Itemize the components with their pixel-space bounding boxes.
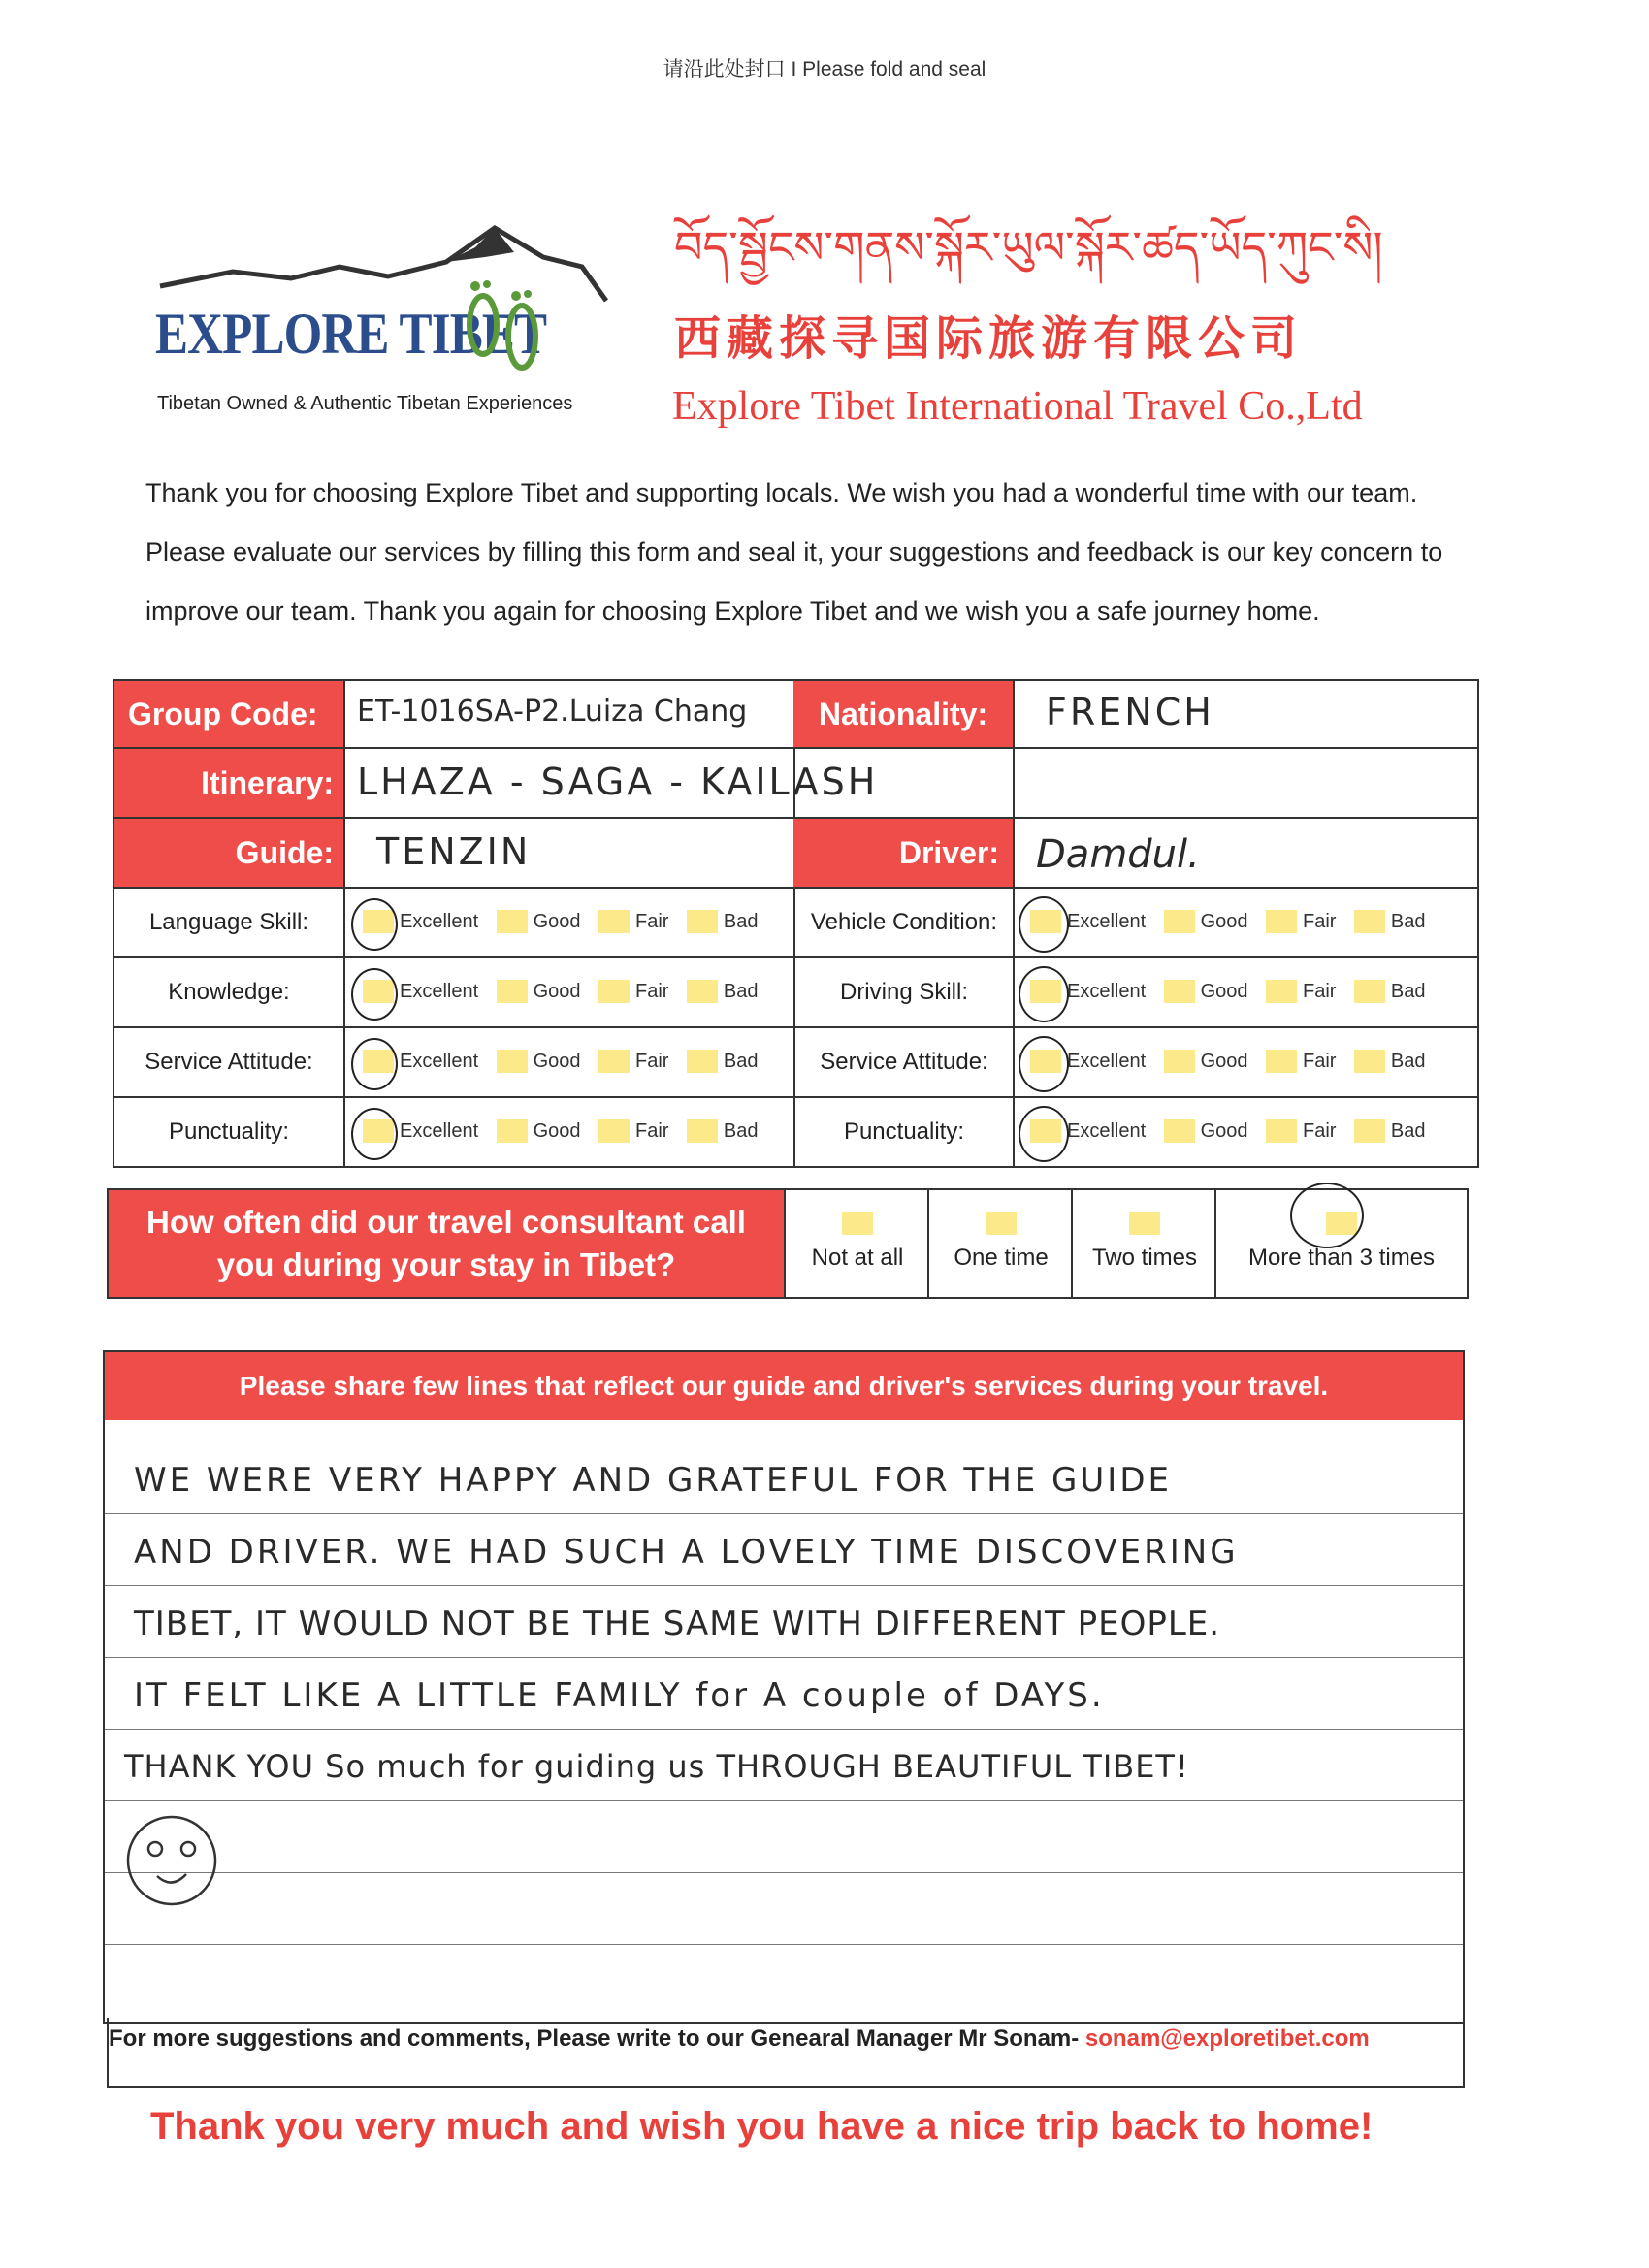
rating-option[interactable]: Good — [497, 980, 581, 1003]
selection-circle-icon — [351, 1108, 398, 1160]
rating-option[interactable]: Bad — [687, 1050, 759, 1073]
selection-circle-icon — [1018, 966, 1069, 1022]
rating-option[interactable]: Good — [497, 910, 581, 933]
rating-option[interactable]: Excellent — [1030, 980, 1146, 1003]
driver-rating-options — [1030, 910, 1439, 938]
rating-option[interactable]: Fair — [598, 1119, 668, 1143]
rating-option[interactable]: Excellent — [363, 910, 478, 933]
consultant-option[interactable]: One time — [927, 1190, 1073, 1297]
guide-rating-options — [363, 1050, 772, 1078]
checkbox-icon — [1354, 980, 1385, 1003]
rating-option[interactable]: Good — [1164, 980, 1248, 1003]
rating-option[interactable]: Bad — [1354, 1050, 1426, 1073]
consultant-question: How often did our travel consultant call you during your stay in Tibet? — [109, 1190, 784, 1297]
checkbox-icon — [1266, 1119, 1297, 1143]
driver-rating-options — [1030, 980, 1439, 1008]
consultant-option-selected[interactable]: More than 3 times — [1214, 1190, 1467, 1297]
rating-option[interactable]: Excellent — [363, 980, 478, 1003]
nationality-label: Nationality: — [793, 681, 1013, 747]
checkbox-icon — [1266, 1050, 1297, 1073]
company-name-english: Explore Tibet International Travel Co.,Ltd — [672, 384, 1363, 429]
rating-option[interactable]: Bad — [1354, 980, 1426, 1003]
feedback-line[interactable]: WE WERE VERY HAPPY AND GRATEFUL FOR THE GUIDE — [134, 1461, 1172, 1500]
rating-option[interactable]: Excellent — [1030, 1050, 1146, 1073]
checkbox-icon — [497, 1119, 528, 1143]
selection-circle-icon — [1018, 1106, 1069, 1162]
checkbox-icon — [1164, 910, 1195, 933]
rating-option[interactable]: Good — [1164, 1050, 1248, 1073]
checkbox-icon — [598, 1119, 630, 1143]
footer-note-box — [107, 2018, 1465, 2088]
driver-rating-label: Service Attitude: — [820, 1049, 988, 1075]
checkbox-icon — [1354, 1119, 1385, 1143]
guide-rating-label: Language Skill: — [148, 909, 309, 935]
rating-option[interactable]: Fair — [598, 910, 668, 933]
brand-tagline: Tibetan Owned & Authentic Tibetan Experiences — [157, 393, 573, 414]
rating-option[interactable]: Excellent — [1030, 1119, 1146, 1143]
checkbox-icon — [1164, 1119, 1195, 1143]
guide-value[interactable]: TENZIN — [376, 830, 532, 873]
feedback-line[interactable]: TIBET, IT WOULD NOT BE THE SAME WITH DIFFERENT PEOPLE. — [134, 1604, 1221, 1643]
rating-option[interactable]: Excellent — [363, 1119, 478, 1143]
company-name-tibetan: བོད་སྦྱོངས་གནས་སྐོར་ཡུལ་སྐོར་ཚད་ཡོད་ཀུང་སི། — [674, 221, 1383, 274]
rating-option[interactable]: Fair — [598, 1050, 668, 1073]
consultant-option[interactable]: Two times — [1071, 1190, 1216, 1297]
brand-logo-text: EXPLORE TIBET — [155, 302, 547, 366]
consultant-question-box — [107, 1188, 1469, 1299]
driver-value[interactable]: Damdul. — [1036, 832, 1200, 877]
checkbox-icon — [1164, 980, 1195, 1003]
rating-option[interactable]: Good — [497, 1119, 581, 1143]
rating-option[interactable]: Bad — [1354, 910, 1426, 933]
footprint-icon — [456, 276, 553, 383]
guide-rating-options — [363, 1119, 772, 1148]
driver-rating-label: Driving Skill: — [839, 979, 969, 1005]
checkbox-icon — [1354, 910, 1385, 933]
checkbox-icon — [687, 980, 718, 1003]
driver-rating-options — [1030, 1050, 1439, 1078]
group-code-value[interactable]: ET-1016SA-P2.Luiza Chang — [357, 695, 748, 729]
consultant-option[interactable]: Not at all — [784, 1190, 929, 1297]
itinerary-value[interactable]: LHAZA - SAGA - KAILASH — [357, 761, 879, 803]
checkbox-icon — [687, 1119, 718, 1143]
driver-rating-label: Vehicle Condition: — [810, 909, 998, 935]
rating-option[interactable]: Fair — [598, 980, 668, 1003]
feedback-line[interactable]: IT FELT LIKE A LITTLE FAMILY for A couple of DAYS. — [134, 1676, 1105, 1715]
rating-option[interactable]: Fair — [1266, 980, 1336, 1003]
feedback-line[interactable]: THANK YOU So much for guiding us THROUGH BEAUTIFUL TIBET! — [124, 1748, 1189, 1785]
info-table — [113, 679, 1479, 1168]
driver-rating-label: Punctuality: — [843, 1118, 965, 1145]
rating-option[interactable]: Good — [1164, 1119, 1248, 1143]
checkbox-icon — [598, 1050, 630, 1073]
rating-option[interactable]: Fair — [1266, 1119, 1336, 1143]
driver-label: Driver: — [793, 819, 1013, 887]
feedback-box — [103, 1350, 1465, 2024]
checkbox-icon — [986, 1212, 1017, 1235]
company-name-chinese: 西藏探寻国际旅游有限公司 — [674, 311, 1304, 366]
checkbox-icon — [687, 1050, 718, 1073]
intro-text: Thank you for choosing Explore Tibet and supporting locals. We wish you had a wonderful time with our team. Please evaluate our services by filling this form and seal it, your suggestions and feedback is our key concern to improve our team. Thank you again for choosing Explore Tibet and we wish you a safe journey home. — [146, 478, 1443, 626]
guide-rating-label: Service Attitude: — [145, 1049, 313, 1075]
checkbox-icon — [1354, 1050, 1385, 1073]
selection-circle-icon — [351, 968, 398, 1021]
group-code-label: Group Code: — [114, 681, 343, 747]
driver-rating-options — [1030, 1119, 1439, 1148]
manager-email-link[interactable]: sonam@exploretibet.com — [1084, 2025, 1370, 2052]
guide-rating-options — [363, 910, 772, 938]
checkbox-icon — [497, 980, 528, 1003]
selection-circle-icon — [1018, 896, 1069, 953]
selection-circle-icon — [1018, 1036, 1069, 1092]
smiley-face-icon — [118, 1812, 225, 1909]
rating-option[interactable]: Good — [497, 1050, 581, 1073]
checkbox-icon — [1266, 980, 1297, 1003]
rating-option[interactable]: Bad — [687, 980, 759, 1003]
feedback-heading: Please share few lines that reflect our guide and driver's services during your travel. — [105, 1352, 1463, 1420]
footer-note: For more suggestions and comments, Please write to our Genearal Manager Mr Sonam- sonam@exploretibet.com — [109, 2025, 1370, 2052]
guide-rating-label: Knowledge: — [168, 979, 290, 1005]
checkbox-icon — [598, 910, 630, 933]
checkbox-icon — [842, 1212, 873, 1235]
feedback-line[interactable]: AND DRIVER. WE HAD SUCH A LOVELY TIME DISCOVERING — [134, 1533, 1239, 1571]
rating-option[interactable]: Excellent — [1030, 910, 1146, 933]
selection-circle-icon — [351, 1038, 398, 1090]
closing-message: Thank you very much and wish you have a nice trip back to home! — [150, 2105, 1374, 2148]
rating-option[interactable]: Fair — [1266, 910, 1336, 933]
checkbox-icon — [1266, 910, 1297, 933]
checkbox-icon — [497, 910, 528, 933]
checkbox-icon — [497, 1050, 528, 1073]
selection-circle-icon — [1290, 1183, 1364, 1248]
rating-option[interactable]: Bad — [1354, 1119, 1426, 1143]
checkbox-icon — [687, 910, 718, 933]
checkbox-icon — [1164, 1050, 1195, 1073]
fold-instruction: 请沿此处封口 I Please fold and seal — [663, 58, 986, 81]
rating-option[interactable]: Excellent — [363, 1050, 478, 1073]
guide-rating-options — [363, 980, 772, 1008]
rating-option[interactable]: Good — [1164, 910, 1248, 933]
guide-rating-label: Punctuality: — [168, 1118, 290, 1145]
rating-option[interactable]: Fair — [1266, 1050, 1336, 1073]
rating-option[interactable]: Bad — [687, 910, 759, 933]
rating-option[interactable]: Bad — [687, 1119, 759, 1143]
checkbox-icon — [598, 980, 630, 1003]
checkbox-icon — [1129, 1212, 1160, 1235]
selection-circle-icon — [351, 898, 398, 951]
guide-label: Guide: — [114, 819, 343, 887]
itinerary-label: Itinerary: — [114, 749, 343, 817]
nationality-value[interactable]: FRENCH — [1046, 691, 1214, 733]
